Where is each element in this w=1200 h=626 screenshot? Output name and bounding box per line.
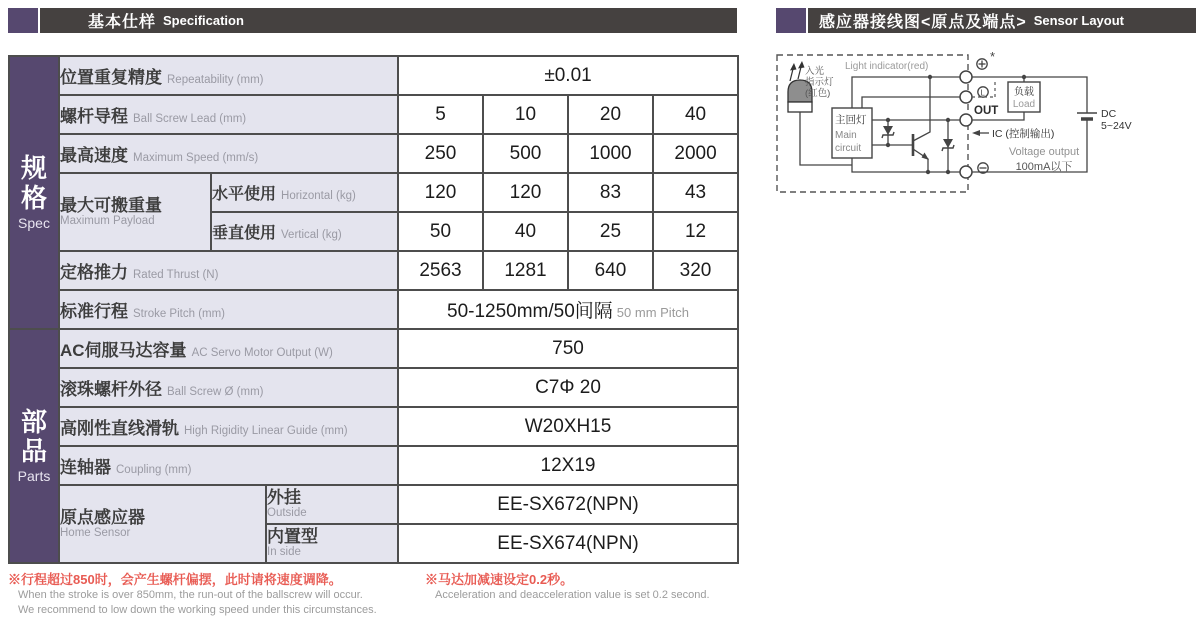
- out-label: OUT: [974, 105, 999, 117]
- footnote-en-line1: Acceleration and deacceleration value is set 0.2 second.: [435, 589, 710, 601]
- value-speed-2: 500: [483, 134, 568, 173]
- section-header-sensor-layout: [776, 8, 1196, 33]
- row-label-speed: [59, 134, 398, 173]
- main-circuit-label-en2: circuit: [835, 143, 862, 154]
- label-en: Repeatability (mm): [167, 74, 264, 86]
- label-en: Coupling (mm): [116, 464, 192, 476]
- row-label-motor: [59, 329, 398, 368]
- value-speed-4: 2000: [653, 134, 738, 173]
- section-title-en: Sensor Layout: [1033, 13, 1124, 28]
- label-en: Stroke Pitch (mm): [133, 308, 226, 320]
- value-payload-v-3: 25: [568, 212, 653, 251]
- row-label-ballscrew-dia: [59, 368, 398, 407]
- wiring-diagram-svg: [776, 48, 1156, 208]
- label-zh: 高刚性直线滑轨: [60, 419, 179, 438]
- value-payload-h-2: 120: [483, 173, 568, 212]
- label-zh: 最大可搬重量: [60, 195, 162, 215]
- label-zh: 螺杆导程: [60, 107, 128, 126]
- value-ballscrew-dia: C7Φ 20: [398, 368, 738, 407]
- value-lead-1: 5: [398, 95, 483, 134]
- accent-square: [776, 8, 806, 33]
- value-guide: W20XH15: [398, 407, 738, 446]
- transistor-symbol: [913, 134, 929, 160]
- row-label-home-inside: [266, 524, 398, 563]
- row-label-coupling: [59, 446, 398, 485]
- label-zh: 标准行程: [60, 302, 128, 321]
- sidebar-parts-zh: 部品: [20, 406, 47, 466]
- plus-terminal-symbol: [977, 59, 987, 69]
- value-payload-v-2: 40: [483, 212, 568, 251]
- label-zh: 位置重复精度: [60, 68, 162, 87]
- value-repeatability: ±0.01: [398, 56, 738, 95]
- value-lead-3: 20: [568, 95, 653, 134]
- value-thrust-2: 1281: [483, 251, 568, 290]
- value-payload-h-4: 43: [653, 173, 738, 212]
- value-payload-v-1: 50: [398, 212, 483, 251]
- value-thrust-1: 2563: [398, 251, 483, 290]
- footnote-stroke-warning: [8, 572, 377, 618]
- row-label-thrust: [59, 251, 398, 290]
- value-payload-h-3: 83: [568, 173, 653, 212]
- dc-label: DC: [1101, 108, 1117, 120]
- section-header-bar: [40, 8, 737, 33]
- label-en: Home Sensor: [60, 526, 131, 539]
- section-header-specification: [8, 8, 737, 33]
- sensor-wiring-diagram: [776, 48, 1156, 208]
- label-en: Horizontal (kg): [281, 190, 356, 202]
- value-stroke-main: 50-1250mm/50间隔: [447, 301, 613, 322]
- sidebar-spec: [9, 56, 59, 329]
- main-circuit-label-zh: 主回灯: [835, 114, 867, 126]
- led-label-zh1: 入光: [805, 66, 825, 77]
- sidebar-parts-en: Parts: [17, 468, 51, 485]
- label-en: Rated Thrust (N): [133, 269, 219, 281]
- table-row-motor: [9, 329, 738, 368]
- value-payload-h-1: 120: [398, 173, 483, 212]
- footnote-zh: ※马达加减速设定0.2秒。: [425, 572, 574, 587]
- l-terminal-letter: L: [980, 88, 985, 98]
- load-label-en: Load: [1012, 99, 1036, 110]
- current-limit-label: 100mA以下: [1015, 161, 1073, 173]
- l-terminal-symbol: [978, 87, 988, 98]
- label-en: In side: [267, 546, 301, 558]
- label-en: Vertical (kg): [281, 229, 342, 241]
- section-title-zh: 基本仕样: [88, 14, 157, 31]
- sidebar-parts: [9, 329, 59, 563]
- junction-dots: [886, 75, 1026, 174]
- value-coupling: 12X19: [398, 446, 738, 485]
- value-lead-4: 40: [653, 95, 738, 134]
- table-row-home-outside: [9, 485, 738, 524]
- table-row-stroke: [9, 290, 738, 329]
- label-en: Outside: [267, 507, 307, 519]
- table-row-payload-horizontal: [9, 173, 738, 212]
- terminal-minus: [960, 166, 972, 178]
- value-stroke: [398, 290, 738, 329]
- table-row-lead: [9, 95, 738, 134]
- label-zh: 连轴器: [60, 458, 111, 477]
- load-label-zh: 负载: [1014, 87, 1034, 98]
- label-zh: 滚珠螺杆外径: [60, 380, 162, 399]
- label-zh: 原点感应器: [60, 507, 145, 527]
- value-stroke-suffix: 50 mm Pitch: [616, 305, 690, 320]
- label-zh: 水平使用: [212, 186, 277, 203]
- dc-voltage-label: 5~24V: [1101, 120, 1132, 132]
- row-label-payload-vertical: [211, 212, 398, 251]
- footnote-acceleration: [425, 572, 710, 603]
- value-home-inside: EE-SX674(NPN): [398, 524, 738, 563]
- value-speed-3: 1000: [568, 134, 653, 173]
- label-zh: 最高速度: [60, 146, 128, 165]
- asterisk-mark: *: [990, 49, 996, 64]
- value-motor: 750: [398, 329, 738, 368]
- value-thrust-3: 640: [568, 251, 653, 290]
- value-speed-1: 250: [398, 134, 483, 173]
- sidebar-spec-en: Spec: [18, 214, 50, 231]
- section-title-zh: 感应器接线图<原点及端点>: [819, 14, 1027, 31]
- terminal-circles: [960, 71, 972, 178]
- spec-table: [8, 55, 739, 564]
- row-label-stroke: [59, 290, 398, 329]
- led-label-en: Light indicator(red): [845, 61, 929, 72]
- section-header-bar: [808, 8, 1196, 33]
- ic-arrow: [972, 130, 989, 136]
- label-zh: AC伺服马达容量: [60, 341, 187, 360]
- label-zh: 内置型: [267, 527, 318, 546]
- row-label-home-sensor: [59, 485, 266, 563]
- row-label-payload-horizontal: [211, 173, 398, 212]
- row-label-lead: [59, 95, 398, 134]
- terminal-l: [960, 91, 972, 103]
- section-title-en: Specification: [163, 13, 244, 28]
- table-row-speed: [9, 134, 738, 173]
- label-en: Maximum Payload: [60, 214, 155, 227]
- battery-symbol: [1077, 113, 1097, 119]
- row-label-home-outside: [266, 485, 398, 524]
- label-en: High Rigidity Linear Guide (mm): [184, 425, 348, 437]
- footnote-en-line1: When the stroke is over 850mm, the run-out of the ballscrew will occur.: [18, 589, 363, 601]
- label-zh: 外挂: [267, 488, 301, 507]
- footnote-en-line2: We recommend to low down the working speed under this circumstances.: [18, 604, 377, 616]
- terminal-plus: [960, 71, 972, 83]
- table-row-coupling: [9, 446, 738, 485]
- value-payload-v-4: 12: [653, 212, 738, 251]
- ic-label: IC (控制输出): [992, 128, 1055, 140]
- led-label-zh3: (红色): [805, 88, 831, 99]
- label-zh: 垂直使用: [212, 225, 277, 242]
- label-en: Maximum Speed (mm/s): [133, 152, 259, 164]
- led-label-zh2: 指示灯: [805, 77, 834, 88]
- table-row-repeatability: [9, 56, 738, 95]
- label-en: AC Servo Motor Output (W): [191, 347, 333, 359]
- accent-square: [8, 8, 38, 33]
- voltage-output-label: Voltage output: [1008, 146, 1080, 158]
- row-label-repeatability: [59, 56, 398, 95]
- table-row-guide: [9, 407, 738, 446]
- value-thrust-4: 320: [653, 251, 738, 290]
- table-row-thrust: [9, 251, 738, 290]
- label-en: Ball Screw Ø (mm): [167, 386, 264, 398]
- value-lead-2: 10: [483, 95, 568, 134]
- label-en: Ball Screw Lead (mm): [133, 113, 247, 125]
- main-circuit-label-en1: Main: [835, 130, 857, 141]
- value-home-outside: EE-SX672(NPN): [398, 485, 738, 524]
- row-label-guide: [59, 407, 398, 446]
- label-zh: 定格推力: [60, 263, 128, 282]
- sidebar-spec-zh: 规格: [20, 153, 47, 213]
- footnote-zh: ※行程超过850时，会产生螺杆偏摆，此时请将速度调降。: [8, 572, 342, 587]
- terminal-out: [960, 114, 972, 126]
- table-row-ballscrew-dia: [9, 368, 738, 407]
- row-label-payload: [59, 173, 211, 251]
